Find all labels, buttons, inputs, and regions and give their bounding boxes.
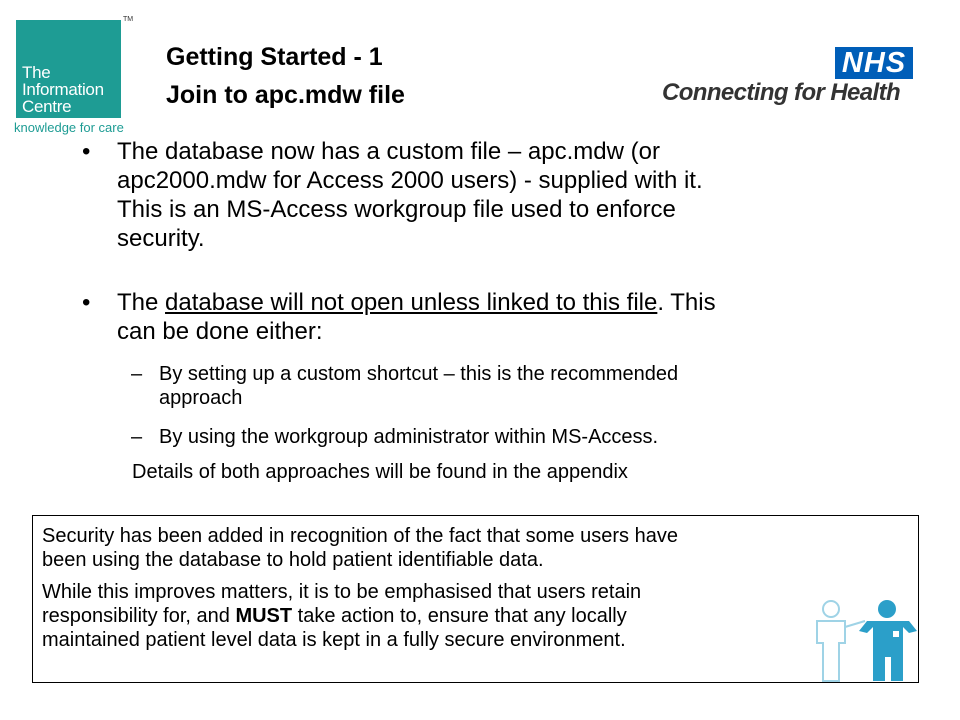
trademark-mark: TM bbox=[123, 16, 134, 23]
notice-line: Security has been added in recognition of the fact that some users have bbox=[42, 525, 678, 547]
bullet-text bbox=[117, 288, 917, 346]
people-figures-icon bbox=[789, 597, 919, 683]
solid-person-icon bbox=[859, 600, 917, 681]
sub-bullet-line: By setting up a custom shortcut – this is the recommended bbox=[159, 363, 679, 385]
sub-bullet-text bbox=[159, 425, 899, 449]
appendix-note: Details of both approaches will be found in the appendix bbox=[132, 461, 628, 483]
title-line-2: Join to apc.mdw file bbox=[166, 81, 405, 109]
badge-icon bbox=[893, 631, 899, 637]
bullet-line: The database now has a custom file – apc.mdw (or bbox=[117, 138, 660, 165]
notice-line: been using the database to hold patient identifiable data. bbox=[42, 549, 544, 571]
sub-bullet-text bbox=[159, 362, 899, 410]
bullet-line: apc2000.mdw for Access 2000 users) - supplied with it. bbox=[117, 167, 703, 194]
notice-line-start: responsibility for, and bbox=[42, 605, 236, 627]
information-centre-logo bbox=[16, 20, 121, 118]
must-emphasis: MUST bbox=[235, 605, 293, 627]
logo-line: Centre bbox=[22, 97, 72, 116]
logo-tagline: knowledge for care bbox=[14, 120, 124, 135]
bullet-line bbox=[117, 288, 917, 317]
bullet-line: can be done either: bbox=[117, 318, 323, 345]
sub-bullet-line: approach bbox=[159, 387, 243, 409]
logo-line: The bbox=[22, 63, 51, 82]
sub-bullet-line: By using the workgroup administrator within MS-Access. bbox=[159, 426, 659, 448]
bullet-line: This is an MS-Access workgroup file used to enforce bbox=[117, 196, 676, 223]
notice-line-end: take action to, ensure that any locally bbox=[292, 605, 627, 627]
bullet-text bbox=[117, 137, 917, 253]
sub-bullet-marker: – bbox=[131, 426, 143, 448]
notice-line: While this improves matters, it is to be emphasised that users retain bbox=[42, 581, 642, 603]
slide-title bbox=[166, 38, 405, 114]
bullet-suffix: . This bbox=[657, 289, 716, 316]
sub-bullet-marker: – bbox=[131, 363, 143, 385]
notice-paragraph-1 bbox=[42, 524, 912, 572]
notice-line: maintained patient level data is kept in a fully secure environment. bbox=[42, 629, 626, 651]
bullet-marker: • bbox=[82, 289, 91, 316]
bullet-marker: • bbox=[82, 138, 91, 165]
outline-person-icon bbox=[817, 601, 865, 681]
nhs-subtitle: Connecting for Health bbox=[662, 79, 901, 106]
security-notice-box bbox=[32, 515, 919, 683]
underlined-emphasis: database will not open unless linked to this file bbox=[165, 289, 658, 316]
notice-paragraph-2 bbox=[42, 580, 912, 652]
nhs-logo: NHS bbox=[835, 47, 913, 79]
bullet-prefix: The bbox=[117, 289, 166, 316]
logo-line: Information bbox=[22, 80, 104, 99]
title-line-1: Getting Started - 1 bbox=[166, 43, 383, 71]
bullet-line: security. bbox=[117, 225, 205, 252]
